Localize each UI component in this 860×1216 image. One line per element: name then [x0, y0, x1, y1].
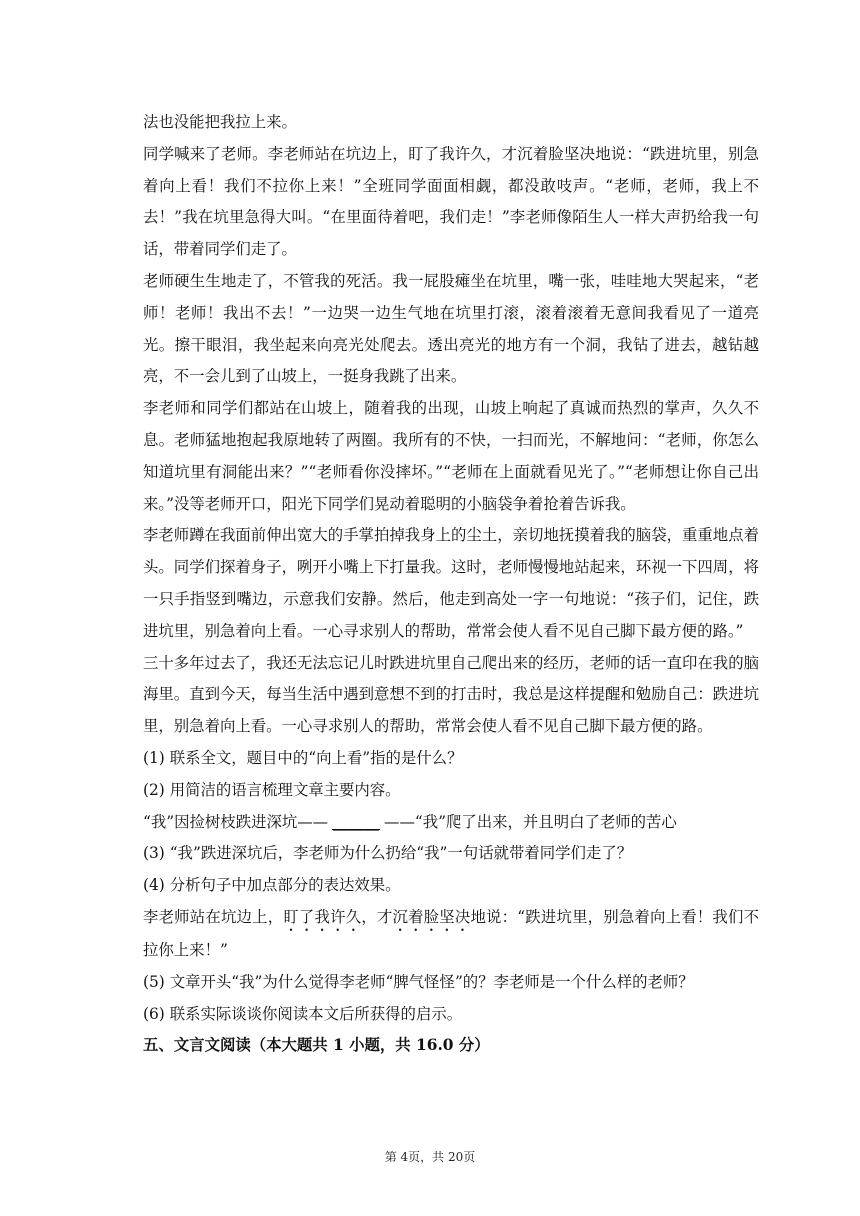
question-2: (2) 用简洁的语言梳理文章主要内容。: [143, 780, 401, 799]
outline-end: ——“我”爬了出来，并且明白了老师的苦心: [384, 812, 677, 831]
page-footer: 第 4页，共 20页: [384, 1150, 476, 1164]
question-4: (4) 分析句子中加点部分的表达效果。: [143, 876, 401, 895]
question-3: (3) “我”跌进深坑后，李老师为什么扔给“我”一句话就带着同学们走了？: [143, 844, 633, 863]
section-heading: 五、文言文阅读（本大题共 1 小题，共 16.0 分）: [143, 1036, 490, 1055]
paragraph-3: 老师硬生生地走了，不管我的死活。我一屁股瘫坐在坑里，嘴一张，哇哇地大哭起来，“老师！老师！我出不去！”一边哭一边生气地在坑里打滚，滚着滚着无意间我看见了一道亮光。擦干眼泪，我坐起来向亮光处爬去。透出亮光的地方有一个洞，我钻了进去，越钻越亮，不一会儿到了山坡上，一挺身我跳了出来。: [143, 271, 759, 386]
paragraph-1: 法也没能把我拉上来。: [143, 113, 297, 131]
dotted-phrase-1: 盯了我许久: [283, 907, 362, 926]
question-6: (6) 联系实际谈谈你阅读本文后所获得的启示。: [143, 1004, 463, 1023]
question-5: (5) 文章开头“我”为什么觉得李老师“脾气怪怪”的？李老师是一个什么样的老师？: [143, 972, 694, 991]
dotted-phrase-2: 沉着脸坚决: [392, 907, 471, 926]
question-1: (1) 联系全文，题目中的“向上看”指的是什么？: [143, 748, 463, 767]
quote-pre: 李老师站在坑边上，: [143, 907, 284, 926]
question-2-outline: [143, 807, 759, 839]
quote-mid: ，才: [361, 907, 393, 926]
paragraph-2: 同学喊来了老师。李老师站在坑边上，盯了我许久，才沉着脸坚决地说：“跌进坑里，别急着向上看！我们不拉你上来！”全班同学面面相觑，都没敢吱声。“老师，老师，我上不去！”我在坑里急得大叫。“在里面待着吧，我们走！”李老师像陌生人一样大声扔给我一句话，带着同学们走了。: [143, 144, 759, 259]
quote-post: 地说：“跌进坑里，别急着向上看！我们不拉你上来！”: [143, 907, 759, 959]
answer-blank: ______: [332, 812, 380, 831]
paragraph-4: 李老师和同学们都站在山坡上，随着我的出现，山坡上响起了真诚而热烈的掌声，久久不息。老师猛地抱起我原地转了两圈。我所有的不快，一扫而光，不解地问：“老师，你怎么知道坑里有洞能出来？”“老师看你没摔坏。”“老师在上面就看见光了。”“老师想让你自己出来。”没等老师开口，阳光下同学们晃动着聪明的小脑袋争着抢着告诉我。: [143, 399, 759, 513]
outline-start: “我”因捡树枝跌进深坑——: [143, 812, 329, 831]
paragraph-6: 三十多年过去了，我还无法忘记儿时跌进坑里自己爬出来的经历，老师的话一直印在我的脑海里。直到今天，每当生活中遇到意想不到的打击时，我总是这样提醒和勉励自己：跌进坑里，别急着向上看。一心寻求别人的帮助，常常会使人看不见自己脚下最方便的路。: [143, 653, 759, 736]
question-4-quote: [143, 902, 759, 967]
paragraph-5: 李老师蹲在我面前伸出宽大的手掌拍掉我身上的尘土，亲切地抚摸着我的脑袋，重重地点着头。同学们探着身子，咧开小嘴上下打量我。这时，老师慢慢地站起来，环视一下四周，将一只手指竖到嘴边，示意我们安静。然后，他走到高处一字一句地说：“孩子们，记住，跌进坑里，别急着向上看。一心寻求别人的帮助，常常会使人看不见自己脚下最方便的路。”: [143, 526, 759, 640]
page-content: [143, 107, 759, 1062]
